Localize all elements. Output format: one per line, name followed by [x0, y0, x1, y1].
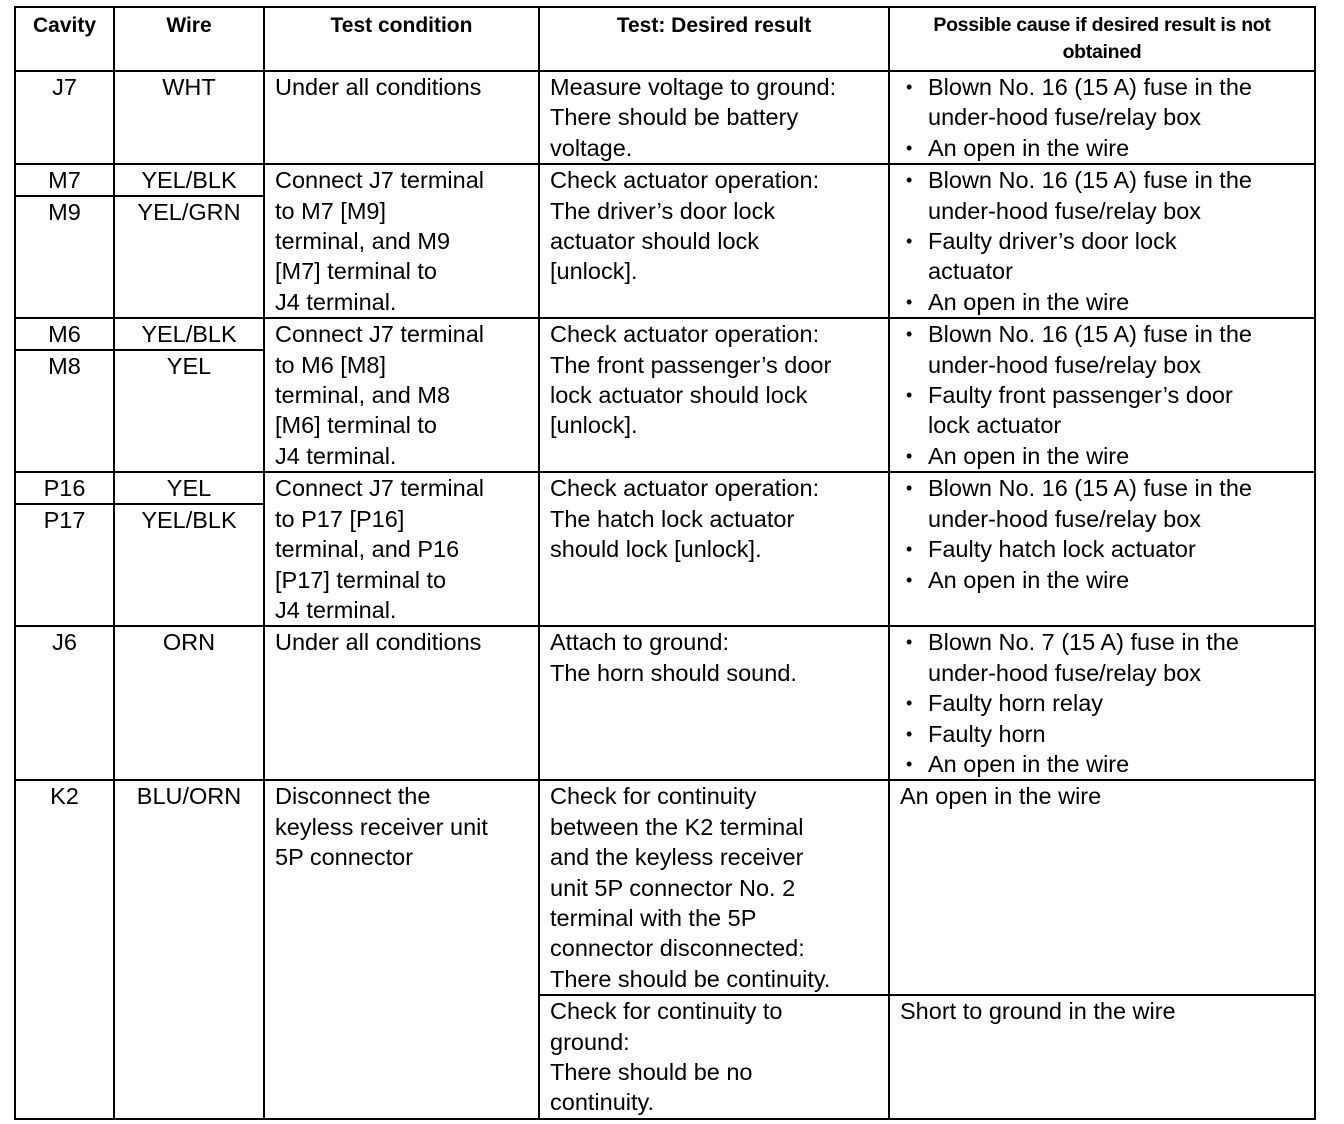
cause-list: [900, 165, 1306, 317]
cause-line: • An open in the wire: [928, 750, 1130, 777]
cause-cell: [889, 318, 1315, 472]
result-line: Check actuator operation:: [550, 475, 820, 502]
wire-cell: [114, 472, 264, 626]
condition-cell: [264, 71, 539, 164]
cause-line: • Blown No. 7 (15 A) fuse in the: [928, 629, 1239, 656]
condition-line: Connect J7 terminal: [275, 321, 484, 348]
cause-cell: [889, 995, 1315, 1119]
cause-cell: [889, 472, 1315, 626]
table-row-m7-m9: [15, 164, 1315, 318]
cause-line: lock actuator: [928, 412, 1062, 439]
cavity-cell: [15, 780, 114, 1118]
cavity-label: K2: [50, 783, 79, 810]
cause-list: [900, 72, 1306, 163]
table-row-j7: [15, 71, 1315, 164]
header-desired-result: Test: Desired result: [539, 7, 889, 71]
condition-line: to M7 [M9]: [275, 197, 387, 224]
cause-line: • Faulty front passenger’s door: [928, 382, 1233, 409]
condition-line: [M6] terminal to: [275, 412, 437, 439]
cause-cell: [889, 164, 1315, 318]
cause-item: [900, 319, 1306, 380]
result-line: Attach to ground:: [550, 629, 729, 656]
cause-item: [900, 380, 1306, 441]
result-line: The hatch lock actuator: [550, 505, 795, 532]
header-cavity: Cavity: [15, 7, 114, 71]
result-line: connector disconnected:: [550, 935, 805, 962]
cavity-label: J7: [52, 74, 77, 100]
wire-cell: [114, 626, 264, 780]
result-cell: [539, 164, 889, 318]
cavity-cell: [15, 71, 114, 164]
cause-item: [900, 441, 1306, 471]
header-wire: Wire: [114, 7, 264, 71]
wire-label: YEL/GRN: [137, 199, 241, 226]
condition-line: Connect J7 terminal: [275, 475, 484, 502]
table-row-m6-m8: [15, 318, 1315, 472]
cause-item: [900, 565, 1306, 595]
troubleshooting-table-wrapper: [14, 6, 1316, 1120]
cause-line: • An open in the wire: [928, 134, 1130, 161]
cause-text: An open in the wire: [900, 783, 1102, 810]
cause-list: [900, 627, 1306, 779]
condition-line: J4 terminal.: [275, 288, 397, 315]
header-possible-cause: Possible cause if desired result is not obtained: [889, 7, 1315, 71]
condition-line: to M6 [M8]: [275, 351, 387, 378]
wire-cell: [114, 780, 264, 1118]
result-cell: [539, 780, 889, 995]
result-line: The horn should sound.: [550, 659, 797, 686]
cause-list: [900, 319, 1306, 471]
cause-line: • Faulty hatch lock actuator: [928, 536, 1196, 563]
condition-line: J4 terminal.: [275, 442, 397, 469]
result-line: terminal with the 5P: [550, 904, 757, 931]
cause-line: • Blown No. 16 (15 A) fuse in the: [928, 321, 1252, 348]
cause-line: • Faulty driver’s door lock: [928, 228, 1177, 255]
result-line: and the keyless receiver: [550, 844, 804, 871]
condition-cell: [264, 780, 539, 1118]
cause-item: [900, 688, 1306, 718]
result-line: Check actuator operation:: [550, 321, 820, 348]
wire-cell: [114, 71, 264, 164]
result-line: voltage.: [550, 134, 633, 161]
result-line: There should be continuity.: [550, 965, 831, 992]
condition-line: 5P connector: [275, 844, 414, 871]
condition-cell: [264, 164, 539, 318]
result-line: Measure voltage to ground:: [550, 74, 837, 100]
cause-item: [900, 165, 1306, 226]
cause-item: [900, 72, 1306, 133]
condition-line: to P17 [P16]: [275, 505, 405, 532]
cause-line: under-hood fuse/relay box: [928, 659, 1202, 686]
result-line: actuator should lock: [550, 228, 760, 255]
wire-label: ORN: [162, 629, 216, 656]
cause-list: [900, 473, 1306, 595]
condition-line: terminal, and M9: [275, 228, 451, 255]
result-cell: [539, 626, 889, 780]
cavity-cell: [15, 164, 114, 318]
wire-label: YEL: [115, 473, 263, 505]
result-line: The driver’s door lock: [550, 197, 776, 224]
cavity-label: P17: [43, 507, 86, 534]
result-cell: [539, 472, 889, 626]
condition-line: [M7] terminal to: [275, 258, 437, 285]
cause-cell: [889, 71, 1315, 164]
wire-label: YEL/BLK: [115, 165, 263, 197]
result-line: [unlock].: [550, 258, 638, 285]
result-line: should lock [unlock].: [550, 536, 762, 563]
cause-item: [900, 719, 1306, 749]
cause-line: • Faulty horn relay: [928, 690, 1104, 717]
condition-line: terminal, and P16: [275, 536, 460, 563]
wire-label: WHT: [162, 74, 216, 100]
wire-label: BLU/ORN: [136, 783, 242, 810]
cavity-label: M9: [48, 199, 81, 226]
wire-label: YEL/BLK: [141, 507, 237, 534]
cause-line: • Faulty horn: [928, 720, 1046, 747]
condition-cell: [264, 472, 539, 626]
result-line: Check for continuity: [550, 783, 757, 810]
header-test-condition: Test condition: [264, 7, 539, 71]
cause-item: [900, 749, 1306, 779]
condition-cell: [264, 318, 539, 472]
cause-line: under-hood fuse/relay box: [928, 505, 1202, 532]
cavity-cell: [15, 318, 114, 472]
table-row-k2: [15, 780, 1315, 995]
result-line: lock actuator should lock: [550, 382, 808, 409]
result-line: continuity.: [550, 1089, 655, 1116]
cause-line: • Blown No. 16 (15 A) fuse in the: [928, 475, 1252, 502]
cause-item: [900, 287, 1306, 317]
cause-item: [900, 133, 1306, 163]
cavity-cell: [15, 626, 114, 780]
cavity-label: M7: [16, 165, 113, 197]
cause-line: under-hood fuse/relay box: [928, 197, 1202, 224]
cause-line: under-hood fuse/relay box: [928, 351, 1202, 378]
cause-line: actuator: [928, 258, 1013, 285]
condition-line: J4 terminal.: [275, 596, 397, 623]
cause-line: • Blown No. 16 (15 A) fuse in the: [928, 167, 1252, 194]
cause-line: • An open in the wire: [928, 566, 1130, 593]
table-row-j6: [15, 626, 1315, 780]
result-line: There should be battery: [550, 104, 799, 131]
cavity-label: J6: [52, 629, 77, 656]
cause-cell: [889, 780, 1315, 995]
wire-label: YEL/BLK: [115, 319, 263, 351]
condition-line: Connect J7 terminal: [275, 167, 484, 194]
result-line: There should be no: [550, 1059, 753, 1085]
condition-line: Disconnect the: [275, 783, 431, 810]
cause-line: under-hood fuse/relay box: [928, 104, 1202, 131]
result-cell: [539, 995, 889, 1119]
wire-label: YEL: [166, 353, 212, 380]
wire-cell: [114, 164, 264, 318]
result-cell: [539, 318, 889, 472]
cause-line: • An open in the wire: [928, 288, 1130, 315]
cause-line: • An open in the wire: [928, 442, 1130, 469]
condition-line: Under all conditions: [275, 74, 482, 100]
condition-line: keyless receiver unit: [275, 813, 488, 840]
cavity-label: M8: [48, 353, 81, 380]
result-line: Check for continuity to: [550, 998, 783, 1025]
cause-item: [900, 473, 1306, 534]
condition-cell: [264, 626, 539, 780]
cause-item: [900, 226, 1306, 287]
cause-item: [900, 627, 1306, 688]
table-row-p16-p17: [15, 472, 1315, 626]
condition-line: terminal, and M8: [275, 382, 451, 409]
header-row: [15, 7, 1315, 71]
condition-line: Under all conditions: [275, 629, 482, 656]
cavity-label: M6: [16, 319, 113, 351]
result-cell: [539, 71, 889, 164]
cause-cell: [889, 626, 1315, 780]
cavity-label: P16: [16, 473, 113, 505]
result-line: The front passenger’s door: [550, 351, 832, 378]
result-line: [unlock].: [550, 412, 638, 439]
result-line: ground:: [550, 1028, 630, 1055]
cause-text: Short to ground in the wire: [900, 998, 1176, 1025]
cavity-cell: [15, 472, 114, 626]
cause-item: [900, 534, 1306, 564]
condition-line: [P17] terminal to: [275, 566, 447, 593]
result-line: unit 5P connector No. 2: [550, 874, 796, 901]
result-line: between the K2 terminal: [550, 813, 804, 840]
cause-line: • Blown No. 16 (15 A) fuse in the: [928, 74, 1252, 100]
troubleshooting-table: [14, 6, 1316, 1120]
table-body: [15, 71, 1315, 1119]
wire-cell: [114, 318, 264, 472]
result-line: Check actuator operation:: [550, 167, 820, 194]
